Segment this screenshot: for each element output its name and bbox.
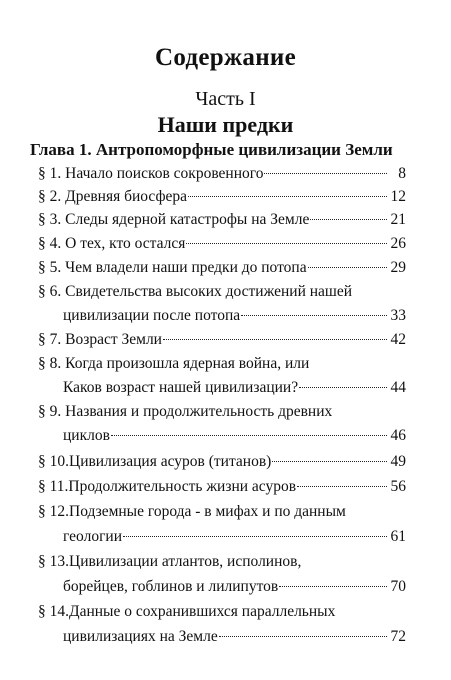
toc-entry-text: § 4. О тех, кто остался — [38, 235, 186, 252]
leader-dots — [219, 636, 387, 637]
toc-entry-page: 72 — [390, 628, 406, 645]
toc-entry-continuation — [63, 626, 406, 648]
toc-entry-text: цивилизации после потопа — [63, 307, 241, 324]
toc-entry — [38, 257, 406, 279]
toc-entry-continuation — [63, 576, 406, 598]
toc-entry-text: § 7. Возраст Земли — [38, 331, 162, 348]
toc-entry-text: § 2. Древняя биосфера — [38, 188, 188, 205]
toc-entry-page: 8 — [398, 165, 406, 182]
toc-entry — [38, 329, 406, 351]
toc-entry-page: 12 — [390, 188, 406, 205]
leader-dots — [297, 486, 387, 487]
toc-entry-text: § 1. Начало поисков сокровенного — [38, 165, 264, 182]
toc-entry-text: циклов — [63, 427, 110, 444]
leader-dots — [308, 267, 387, 268]
toc-entry-page: 33 — [390, 307, 406, 324]
toc-entry-text: борейцев, гоблинов и лилипутов — [63, 578, 279, 595]
toc-entry — [38, 233, 406, 255]
leader-dots — [264, 173, 387, 174]
toc-entry-text: § 8. Когда произошла ядерная война, или — [38, 355, 310, 372]
toc-entry — [38, 209, 406, 231]
toc-entry-text: § 3. Следы ядерной катастрофы на Земле — [38, 211, 310, 228]
leader-dots — [186, 243, 387, 244]
toc-entry — [38, 353, 406, 375]
leader-dots — [310, 219, 387, 220]
toc-entry-text: § 14.Данные о сохранившихся параллельных — [38, 603, 336, 620]
leader-dots — [299, 387, 387, 388]
toc-entry-page: 29 — [390, 259, 406, 276]
toc-entry-continuation — [63, 425, 406, 447]
toc-entry — [38, 601, 406, 623]
toc-entry-continuation — [63, 377, 406, 399]
toc-entry-text: § 13.Цивилизации атлантов, исполинов, — [38, 553, 302, 570]
toc-entry-page: 42 — [390, 331, 406, 348]
toc-entry — [38, 401, 406, 423]
toc-entry-text: цивилизациях на Земле — [63, 628, 218, 645]
toc-entry — [38, 451, 406, 473]
toc-entry-continuation — [63, 305, 406, 327]
toc-entry-text: § 6. Свидетельства высоких достижений нашей — [38, 283, 353, 300]
toc-entry-text: § 5. Чем владели наши предки до потопа — [38, 259, 307, 276]
toc-entry-text: геологии — [63, 528, 123, 545]
toc-entry-page: 26 — [390, 235, 406, 252]
toc-entry-page: 44 — [390, 379, 406, 396]
toc-entry-page: 46 — [390, 427, 406, 444]
toc-entry-page: 61 — [390, 528, 406, 545]
toc-entry-continuation — [63, 526, 406, 548]
toc-entry-text: § 10.Цивилизация асуров (титанов) — [38, 453, 272, 470]
page-title: Содержание — [154, 44, 296, 71]
leader-dots — [188, 196, 387, 197]
part-name-heading: Наши предки — [157, 112, 294, 137]
toc-entry-page: 70 — [390, 578, 406, 595]
toc-entry-text: § 9. Названия и продолжительность древних — [38, 403, 333, 420]
toc-entry-page: 49 — [390, 453, 406, 470]
part-heading: Часть I — [195, 88, 256, 110]
toc-entry — [38, 281, 406, 303]
toc-entry-page: 56 — [390, 478, 406, 495]
toc-entry — [38, 551, 406, 573]
toc-entry — [38, 163, 406, 185]
toc-entry-text: § 12.Подземные города - в мифах и по данным — [38, 503, 346, 520]
leader-dots — [272, 461, 387, 462]
leader-dots — [123, 536, 387, 537]
leader-dots — [241, 315, 387, 316]
toc-entry — [38, 476, 406, 498]
toc-entry-text: § 11.Продолжительность жизни асуров — [38, 478, 297, 495]
toc-entry-page: 21 — [390, 211, 406, 228]
toc-entry-text: Каков возраст нашей цивилизации? — [63, 379, 299, 396]
leader-dots — [163, 339, 387, 340]
leader-dots — [279, 586, 387, 587]
leader-dots — [111, 435, 387, 436]
toc-entry — [38, 186, 406, 208]
chapter-heading: Глава 1. Антропоморфные цивилизации Земли — [30, 140, 393, 159]
toc-entry — [38, 501, 406, 523]
